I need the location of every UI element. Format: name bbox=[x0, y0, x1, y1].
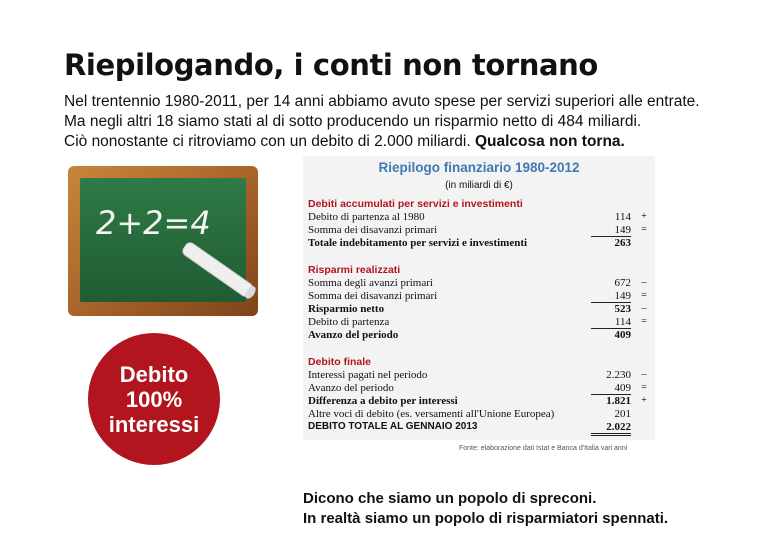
table-row bbox=[308, 395, 653, 408]
row-value: 409 bbox=[614, 329, 631, 341]
table-row bbox=[308, 211, 653, 224]
footer-line-1: Dicono che siamo un popolo di spreconi. bbox=[303, 490, 597, 507]
row-label: Altre voci di debito (es. versamenti all'Unione Europea) bbox=[308, 408, 555, 420]
badge-line-2: 100% bbox=[125, 386, 183, 412]
row-label: Totale indebitamento per servizi e investimenti bbox=[308, 237, 528, 249]
intro-line-1: Nel trentennio 1980-2011, per 14 anni abbiamo avuto spese per servizi superiori alle entrate. bbox=[64, 93, 700, 110]
intro-line-3-bold: Qualcosa non torna. bbox=[474, 133, 625, 150]
row-value: 1.821 bbox=[606, 395, 631, 407]
row-operator: – bbox=[641, 277, 647, 288]
table-subtitle: (in miliardi di €) bbox=[445, 180, 513, 191]
table-row bbox=[308, 290, 653, 303]
table-row bbox=[308, 316, 653, 329]
row-value: 114 bbox=[614, 211, 631, 223]
table-row bbox=[308, 303, 653, 316]
table-row bbox=[308, 277, 653, 290]
section-heading: Debiti accumulati per servizi e investimenti bbox=[308, 198, 523, 210]
intro-text bbox=[64, 92, 764, 152]
badge-line-1: Debito bbox=[119, 361, 189, 387]
row-value: 409 bbox=[591, 382, 631, 395]
row-value: 201 bbox=[614, 408, 631, 420]
row-operator: – bbox=[641, 369, 647, 380]
badge-line-3: interessi bbox=[108, 411, 200, 437]
row-label: DEBITO TOTALE AL GENNAIO 2013 bbox=[308, 421, 478, 432]
row-value: 2.230 bbox=[606, 369, 631, 381]
debt-interest-badge bbox=[88, 333, 220, 465]
row-operator: = bbox=[641, 382, 647, 393]
row-label: Differenza a debito per interessi bbox=[308, 395, 458, 407]
row-operator: = bbox=[641, 316, 647, 327]
row-value: 672 bbox=[614, 277, 631, 289]
row-label: Avanzo del periodo bbox=[308, 382, 394, 394]
row-label: Somma dei disavanzi primari bbox=[308, 224, 438, 236]
table-title: Riepilogo finanziario 1980-2012 bbox=[378, 160, 580, 175]
row-value: 149 bbox=[591, 224, 631, 237]
table-row bbox=[308, 329, 653, 342]
row-label: Interessi pagati nel periodo bbox=[308, 369, 428, 381]
intro-line-2: Ma negli altri 18 siamo stati al di sotto producendo un risparmio netto di 484 miliardi. bbox=[64, 113, 642, 130]
row-operator: + bbox=[641, 395, 647, 406]
row-label: Avanzo del periodo bbox=[308, 329, 399, 341]
intro-line-3 bbox=[64, 132, 764, 152]
source-note: Fonte: elaborazione dati Istat e Banca d'Italia vari anni bbox=[459, 445, 628, 452]
row-value: 523 bbox=[614, 303, 631, 315]
row-operator: = bbox=[641, 224, 647, 235]
row-label: Somma dei disavanzi primari bbox=[308, 290, 438, 302]
section-heading: Risparmi realizzati bbox=[308, 264, 401, 276]
chalkboard-text: 2+2=4 bbox=[96, 204, 211, 242]
row-value: 149 bbox=[591, 290, 631, 303]
row-operator: = bbox=[641, 290, 647, 301]
table-row bbox=[308, 369, 653, 382]
row-operator: + bbox=[641, 211, 647, 222]
chalkboard-icon bbox=[66, 162, 266, 322]
table-row-total bbox=[308, 421, 653, 434]
footer-text bbox=[303, 489, 668, 529]
row-operator: – bbox=[641, 303, 647, 314]
footer-line-2: In realtà siamo un popolo di risparmiatori spennati. bbox=[303, 510, 669, 527]
table-row bbox=[308, 408, 653, 421]
table-row bbox=[308, 237, 653, 250]
table-row bbox=[308, 382, 653, 395]
row-label: Somma degli avanzi primari bbox=[308, 277, 433, 289]
row-value: 2.022 bbox=[591, 421, 631, 436]
intro-line-3-text: Ciò nonostante ci ritroviamo con un debito di 2.000 miliardi. bbox=[64, 133, 471, 150]
table-row bbox=[308, 224, 653, 237]
row-value: 114 bbox=[591, 316, 631, 329]
row-label: Debito di partenza bbox=[308, 316, 390, 328]
page-title: Riepilogando, i conti non tornano bbox=[64, 48, 598, 82]
financial-summary-table bbox=[303, 156, 655, 440]
section-heading: Debito finale bbox=[308, 356, 372, 368]
row-label: Debito di partenza al 1980 bbox=[308, 211, 425, 223]
row-value: 263 bbox=[614, 237, 631, 249]
row-label: Risparmio netto bbox=[308, 303, 385, 315]
